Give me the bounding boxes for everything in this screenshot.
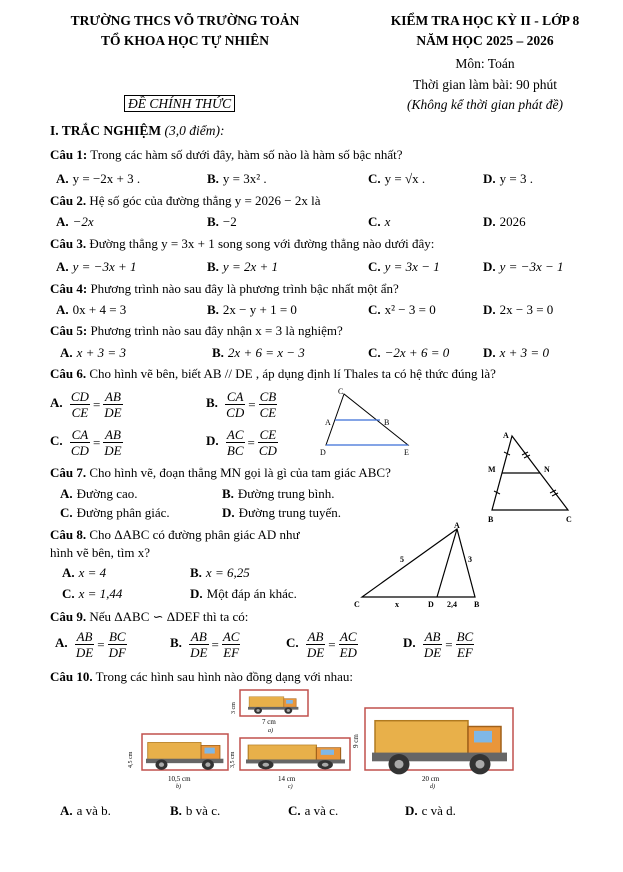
fraction: $\frac{AB}{DE}$ [306, 629, 325, 660]
q2-label: Câu 2. [50, 193, 87, 208]
fig6-label-b: B [384, 418, 390, 427]
q3-option-a[interactable]: A. y = −3x + 1 [56, 259, 137, 274]
section-points: (3,0 điểm): [164, 123, 225, 138]
fraction: $\frac{AB}{DE}$ [423, 629, 442, 660]
q4-option-a[interactable]: A. 0x + 4 = 3 [56, 302, 127, 317]
q10-option-c[interactable]: C. a và c. [288, 803, 339, 818]
fraction: $\frac{AB}{DE}$ [190, 629, 208, 660]
truck-c-height: 3,5 cm [230, 751, 236, 768]
q3-label: Câu 3. [50, 236, 87, 251]
fig7-label-c: C [566, 515, 572, 524]
official-stamp [124, 96, 235, 112]
fig7-label-b: B [488, 515, 494, 524]
q9-option-d[interactable]: D. $\frac{AB}{DE}$ = $\frac{BC}{EF}$ [403, 629, 474, 660]
q1-option-a[interactable]: A. y = −2x + 3 . [56, 171, 141, 186]
q5-label: Câu 5: [50, 323, 88, 338]
q10-option-d[interactable]: D. c và d. [405, 803, 456, 818]
q4-label: Câu 4: [50, 281, 88, 296]
q5-option-c[interactable]: C. −2x + 6 = 0 [368, 345, 450, 360]
truck-b-tag: b) [176, 784, 181, 790]
thales-figure [318, 384, 418, 458]
fig8-label-a: A [454, 521, 460, 530]
q10-text: Trong các hình sau hình nào đồng dạng với nhau: [95, 669, 353, 684]
fig8-side-2-4: 2,4 [447, 600, 457, 609]
fig8-side-5: 5 [400, 555, 404, 564]
q1-option-d[interactable]: D. y = 3 . [483, 171, 533, 186]
truck-a-height: 3 cm [231, 702, 237, 714]
q6-option-a[interactable]: A. $\frac{CD}{CE}$ = $\frac{AB}{DE}$ [50, 389, 122, 420]
fig7-label-n: N [544, 465, 550, 474]
question-10 [50, 669, 353, 685]
q1-option-b[interactable]: B. y = 3x² . [207, 171, 267, 186]
fraction: $\frac{CA}{CD}$ [70, 427, 89, 458]
q8-option-d[interactable]: D. Một đáp án khác. [190, 586, 297, 601]
q10-label: Câu 10. [50, 669, 93, 684]
duration-note: (Không kể thời gian phát đề) [406, 97, 564, 112]
duration: Thời gian làm bài: 90 phút [413, 77, 557, 92]
q6-option-d[interactable]: D. $\frac{AC}{BC}$ = $\frac{CE}{CD}$ [206, 427, 277, 458]
q8-option-b[interactable]: B. x = 6,25 [190, 565, 250, 580]
fraction: $\frac{AB}{DE}$ [75, 629, 94, 660]
fraction: $\frac{CA}{CD}$ [226, 389, 245, 420]
q9-option-a[interactable]: A. $\frac{AB}{DE}$ = $\frac{BC}{DF}$ [55, 629, 126, 660]
q8-option-a[interactable]: A. x = 4 [62, 565, 107, 580]
q2-text: Hệ số góc của đường thẳng y = 2026 − 2x là [89, 193, 321, 208]
question-9 [50, 609, 248, 625]
fig6-label-a: A [325, 418, 331, 427]
q8-label: Câu 8. [50, 527, 87, 542]
trucks-figure [110, 688, 520, 800]
question-3 [50, 236, 434, 252]
fig8-side-3: 3 [468, 555, 472, 564]
truck-a-width: 7 cm [262, 718, 276, 726]
fraction: $\frac{CE}{CD}$ [258, 427, 277, 458]
q4-option-b[interactable]: B. 2x − y + 1 = 0 [207, 302, 297, 317]
q1-text: Trong các hàm số dưới đây, hàm số nào là hàm số bậc nhất? [90, 147, 403, 162]
truck-c-width: 14 cm [278, 775, 296, 783]
school-name: TRƯỜNG THCS VÕ TRƯỜNG TOẢN [70, 13, 300, 28]
q9-label: Câu 9. [50, 609, 87, 624]
q9-option-b[interactable]: B. $\frac{AB}{DE}$ = $\frac{AC}{EF}$ [170, 629, 240, 660]
q8-option-c[interactable]: C. x = 1,44 [62, 586, 123, 601]
question-4 [50, 281, 399, 297]
fig8-side-x: x [395, 600, 399, 609]
q10-option-b[interactable]: B. b và c. [170, 803, 221, 818]
fraction: $\frac{AC}{EF}$ [222, 629, 240, 660]
q3-option-d[interactable]: D. y = −3x − 1 [483, 259, 564, 274]
fig7-label-a: A [503, 431, 509, 440]
q7-label: Câu 7. [50, 465, 87, 480]
q6-option-b[interactable]: B. $\frac{CA}{CD}$ = $\frac{CB}{CE}$ [206, 389, 277, 420]
fraction: $\frac{AB}{DE}$ [104, 389, 122, 420]
subject: Môn: Toán [455, 56, 515, 71]
truck-b-height: 4,5 cm [128, 751, 134, 768]
q8-text-2: hình vẽ bên, tìm x? [50, 545, 151, 560]
q4-option-c[interactable]: C. x² − 3 = 0 [368, 302, 436, 317]
q2-option-a[interactable]: A. −2x [56, 214, 94, 229]
q5-option-a[interactable]: A. x + 3 = 3 [60, 345, 126, 360]
fig6-label-e: E [404, 448, 409, 457]
fraction: $\frac{AC}{BC}$ [226, 427, 244, 458]
question-5 [50, 323, 343, 339]
fig6-label-c: C [338, 387, 344, 396]
angle-bisector-figure [350, 519, 490, 611]
fraction: $\frac{AB}{DE}$ [104, 427, 122, 458]
q10-option-a[interactable]: A. a và b. [60, 803, 111, 818]
truck-d-height: 9 cm [352, 734, 360, 748]
fraction: $\frac{AC}{ED}$ [339, 629, 357, 660]
q2-option-c[interactable]: C. x [368, 214, 391, 229]
q5-option-b[interactable]: B. 2x + 6 = x − 3 [212, 345, 305, 360]
fraction: $\frac{BC}{EF}$ [456, 629, 474, 660]
fig8-label-d: D [428, 600, 434, 609]
fig7-label-m: M [488, 465, 496, 474]
fig6-label-d: D [320, 448, 326, 457]
exam-title: KIỂM TRA HỌC KỲ II - LỚP 8 [390, 13, 580, 28]
fraction: $\frac{BC}{DF}$ [108, 629, 126, 660]
fig8-label-c: C [354, 600, 360, 609]
fraction: $\frac{CB}{CE}$ [259, 389, 277, 420]
q2-option-b[interactable]: B. −2 [207, 214, 237, 229]
truck-c-tag: c) [288, 784, 293, 790]
q5-text: Phương trình nào sau đây nhận x = 3 là nghiệm? [90, 323, 343, 338]
truck-a-tag: a) [268, 728, 273, 734]
q6-text: Cho hình vẽ bên, biết AB // DE , áp dụng định lí Thales ta có hệ thức đúng là? [89, 366, 496, 381]
q6-label: Câu 6. [50, 366, 87, 381]
question-6 [50, 366, 496, 382]
question-1 [50, 147, 402, 163]
q9-option-c[interactable]: C. $\frac{AB}{DE}$ = $\frac{AC}{ED}$ [286, 629, 357, 660]
q4-text: Phương trình nào sau đây là phương trình bậc nhất một ẩn? [90, 281, 399, 296]
section-title: I. TRẮC NGHIỆM [50, 123, 162, 138]
school-year: NĂM HỌC 2025 – 2026 [416, 33, 554, 48]
truck-d-width: 20 cm [422, 775, 440, 783]
midline-figure [484, 428, 584, 526]
question-7 [50, 465, 391, 481]
question-8 [50, 527, 300, 543]
q7-text: Cho hình vẽ, đoạn thẳng MN gọi là gì của tam giác ABC? [89, 465, 391, 480]
q2-option-d[interactable]: D. 2026 [483, 214, 526, 229]
q1-label: Câu 1: [50, 147, 88, 162]
fig8-label-b: B [474, 600, 480, 609]
q6-option-c[interactable]: C. $\frac{CA}{CD}$ = $\frac{AB}{DE}$ [50, 427, 122, 458]
q8-text-1: Cho ΔABC có đường phân giác AD như [89, 527, 300, 542]
question-2 [50, 193, 321, 209]
official-label: ĐỀ CHÍNH THỨC [124, 95, 235, 112]
truck-d-tag: d) [430, 784, 435, 790]
department-name: TỔ KHOA HỌC TỰ NHIÊN [100, 33, 270, 48]
q4-option-d[interactable]: D. 2x − 3 = 0 [483, 302, 554, 317]
q3-option-b[interactable]: B. y = 2x + 1 [207, 259, 279, 274]
q3-text: Đường thẳng y = 3x + 1 song song với đường thẳng nào dưới đây: [89, 236, 435, 251]
q7-option-d[interactable]: D. Đường trung tuyến. [222, 505, 342, 520]
q9-text: Nếu ΔABC ∽ ΔDEF thì ta có: [89, 609, 249, 624]
fraction: $\frac{CD}{CE}$ [70, 389, 89, 420]
q1-option-c[interactable]: C. y = √x . [368, 171, 426, 186]
q7-option-c[interactable]: C. Đường phân giác. [60, 505, 170, 520]
section-heading [50, 123, 225, 139]
q7-option-a[interactable]: A. Đường cao. [60, 486, 138, 501]
q7-option-b[interactable]: B. Đường trung bình. [222, 486, 335, 501]
truck-b-width: 10,5 cm [168, 775, 191, 783]
q3-option-c[interactable]: C. y = 3x − 1 [368, 259, 440, 274]
q5-option-d[interactable]: D. x + 3 = 0 [483, 345, 549, 360]
